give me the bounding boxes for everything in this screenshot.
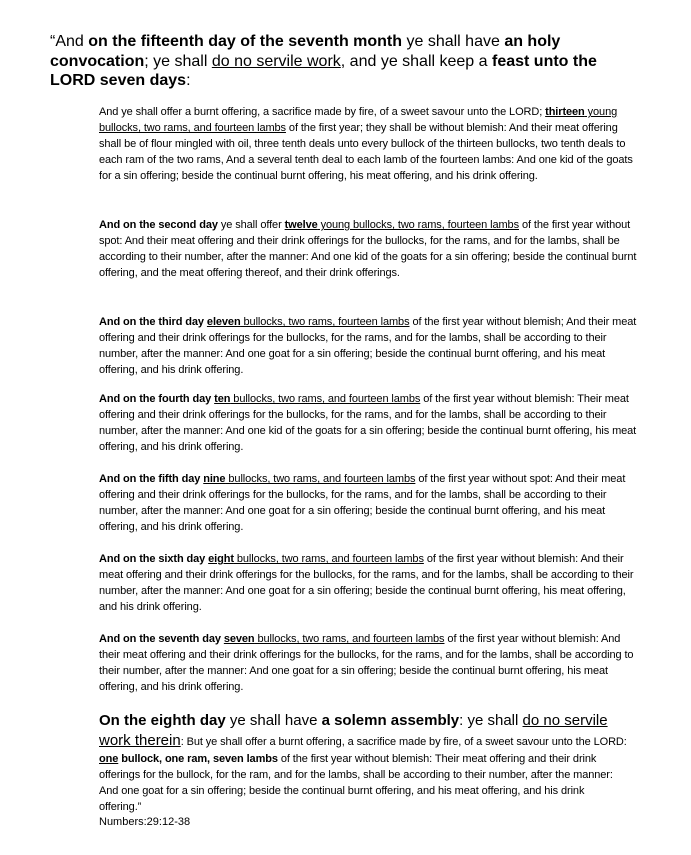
- intro-feast: feast unto the LORD seven days: [50, 52, 597, 89]
- paragraph-text: ye shall offer: [217, 219, 285, 231]
- offering-animals: young bullocks, two rams, fourteen lambs: [317, 219, 519, 231]
- no-servile-work-therein: do no servile work therein: [99, 712, 608, 749]
- intro-text: ye shall have: [402, 33, 505, 50]
- paragraph-day-7: [99, 631, 639, 695]
- paragraph-text: of the first year without spot: And their meat offering and their drink offerings for the bullocks, for the rams, and for the lambs, shall be according to their number, after the manner: And one kid of the goats for a sin offering; beside the continual burnt offering, and the meat offering thereof, and their drink offerings.: [99, 219, 637, 279]
- paragraph-day-8: [99, 711, 629, 815]
- paragraph-text: of the first year without blemish; And their meat offering and their drink offerings for the bullocks, for the rams, and for the lambs, shall be according to their number, after the manner: And one goat for a sin offering; beside the continual burnt offering, and his meat offering, and his drink offering.: [99, 316, 637, 376]
- offering-animals: young bullocks, two rams, and fourteen lambs: [99, 106, 618, 134]
- intro-no-servile-work: do no servile work: [211, 52, 341, 70]
- intro-heading: [50, 32, 610, 91]
- offering-count: ten: [214, 393, 231, 405]
- day-heading: On the eighth day: [99, 712, 226, 729]
- intro-convocation: an holy convocation: [50, 33, 561, 70]
- intro-text: , and ye shall keep a: [340, 52, 492, 70]
- scripture-reference: Numbers:29:12-38: [99, 816, 191, 828]
- offering-animals: bullocks, two rams, and fourteen lambs: [230, 393, 421, 405]
- paragraph-day-4: [99, 391, 639, 455]
- day-heading: And on the sixth day: [99, 553, 206, 565]
- day-heading: And on the second day: [99, 219, 218, 231]
- paragraph-text: of the first year without blemish: And their meat offering and their drink offerings for the bullocks, for the rams, and for the lambs, shall be according to their number, after the manner: And one goat for a sin offering; beside the continual burnt offering, his meat offering, and his drink offering.: [99, 633, 634, 693]
- paragraph-text: of the first year without blemish: And their meat offering and their drink offerings for the bullocks, for the rams, and for the lambs, shall be according to their number, after the manner: And one goat for a sin offering; beside the continual burnt offering, his meat offering, and his drink offering.: [99, 553, 634, 613]
- offering-animals: bullocks, two rams, and fourteen lambs: [254, 633, 445, 645]
- paragraph-text: : But ye shall offer a burnt offering, a sacrifice made by fire, of a sweet savour unto the LORD:: [180, 736, 627, 748]
- offering-animals: bullocks, two rams, and fourteen lambs: [233, 553, 424, 565]
- intro-text: “And: [50, 33, 89, 50]
- paragraph-day-2: [99, 217, 639, 281]
- offering-animals: bullocks, two rams, fourteen lambs: [240, 316, 410, 328]
- intro-text: :: [186, 72, 191, 89]
- offering-animals: bullock, one ram, seven lambs: [118, 753, 278, 765]
- offering-count: eleven: [206, 316, 241, 328]
- offering-count: nine: [203, 473, 226, 485]
- offering-animals: bullocks, two rams, and fourteen lambs: [225, 473, 416, 485]
- offering-count: eight: [208, 553, 234, 565]
- paragraph-day-1: [99, 104, 639, 184]
- day-heading: And on the fourth day: [99, 393, 212, 405]
- paragraph-day-3: [99, 314, 639, 378]
- offering-count: twelve: [284, 219, 318, 231]
- paragraph-text: ye shall have: [225, 712, 322, 729]
- paragraph-text: of the first year without blemish: Their meat offering and their drink offerings for the bullocks, for the rams, and for the lambs, shall be according to their number, after the manner: And one kid of the goats for a sin offering; beside the continual burnt offering, his meat offering, and his drink offering.: [99, 393, 637, 453]
- offering-count: one: [99, 753, 119, 765]
- paragraph-text: of the first year; they shall be without blemish: And their meat offering shall be of flour mingled with oil, three tenth deals unto every bullock of the thirteen bullocks, two tenth deals to each ram of the two rams, And a several tenth deal to each lamb of the fourteen lambs: And one kid of the goats for a sin offering; beside the continual burnt offering, his meat offering, and his drink offering.: [99, 122, 633, 182]
- solemn-assembly: a solemn assembly: [321, 712, 460, 729]
- day-heading: And on the fifth day: [99, 473, 201, 485]
- paragraph-text: of the first year without blemish: Their meat offering and their drink offerings for the bullock, for the ram, and for the lambs, shall be according to their number, after the manner: And one goat for a sin offering; beside the continual burnt offering, and his meat offering, and his drink offering.”: [99, 753, 613, 813]
- offering-count: thirteen: [545, 106, 585, 118]
- intro-text: ; ye shall: [144, 52, 212, 70]
- intro-date: on the fifteenth day of the seventh month: [88, 33, 403, 50]
- paragraph-day-6: [99, 551, 639, 615]
- paragraph-day-5: [99, 471, 639, 535]
- day-heading: And on the seventh day: [99, 633, 221, 645]
- paragraph-text: And ye shall offer a burnt offering, a sacrifice made by fire, of a sweet savour unto the LORD;: [99, 106, 546, 118]
- offering-count: seven: [223, 633, 255, 645]
- day-heading: And on the third day: [99, 316, 204, 328]
- paragraph-text: : ye shall: [459, 712, 523, 729]
- paragraph-text: of the first year without spot: And their meat offering and their drink offerings for the bullocks, for the rams, and for the lambs, shall be according to their number, after the manner: And one goat for a sin offering; beside the continual burnt offering, and his meat offering, and his drink offering.: [99, 473, 626, 533]
